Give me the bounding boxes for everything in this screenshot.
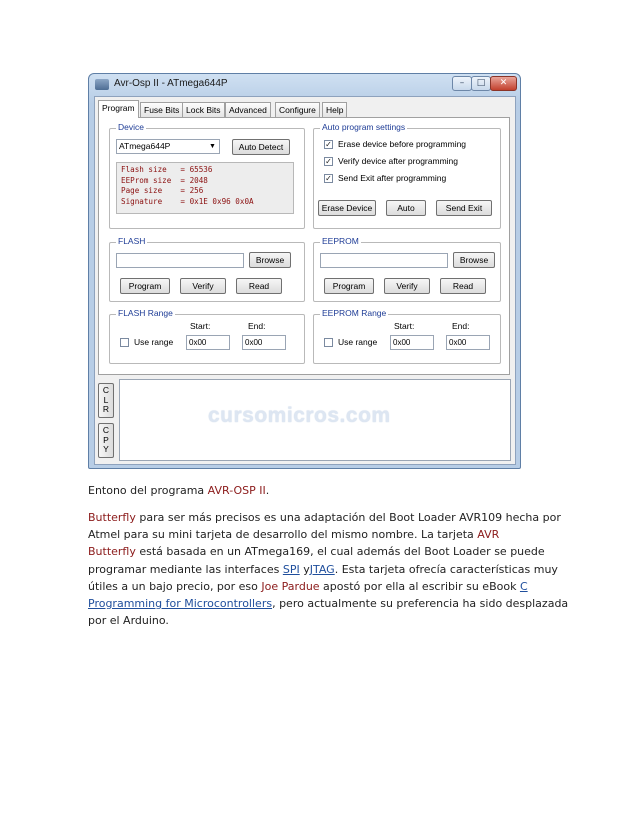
text-span: útiles a un bajo precio, por eso [88,579,262,593]
avr-term: AVR [477,528,500,542]
device-info-flash: Flash size = 65536 [121,165,213,174]
send-exit-checkbox[interactable]: ✓ [325,174,332,183]
tab-program[interactable]: Program [98,100,139,118]
device-select-value: ATmega644P [119,141,171,151]
clear-letter-2: L [103,394,109,405]
text-span: y [299,562,310,576]
eeprom-range-group [313,308,501,364]
eeprom-end-label: End: [452,321,470,331]
device-group-label: Device [118,122,144,132]
eeprom-use-range-checkbox[interactable] [324,338,333,347]
eeprom-file-input[interactable] [320,253,448,268]
title-bar [89,74,520,96]
eeprom-range-group-label: EEPROM Range [322,308,387,318]
copy-log-button[interactable] [98,423,114,458]
text-span: por el Arduino. [88,614,169,628]
eeprom-start-label: Start: [394,321,415,331]
eeprom-read-button[interactable]: Read [440,278,486,294]
clear-letter-3: R [102,404,110,414]
flash-program-button[interactable]: Program [120,278,170,294]
chevron-down-icon: ▼ [209,143,216,150]
device-info-signature: Signature = 0x1E 0x96 0x0A [121,196,254,206]
paragraph-line-5 [88,578,558,595]
send-exit-label: Send Exit after programming [338,173,447,183]
flash-start-input[interactable]: 0x00 [186,335,230,350]
figure-caption [88,484,269,497]
paragraph-line-6 [88,595,569,612]
flash-verify-button[interactable]: Verify [180,278,226,294]
auto-button[interactable]: Auto [386,200,426,216]
caption-prefix: Entono del programa [88,484,208,497]
auto-detect-button[interactable]: Auto Detect [232,139,290,155]
flash-group-label: FLASH [118,236,146,246]
verify-after-label: Verify device after programming [338,156,458,166]
tab-help[interactable]: Help [322,102,347,117]
app-window-screenshot [88,73,521,469]
watermark: cursomicros.com [208,404,391,427]
flash-read-button[interactable]: Read [236,278,282,294]
flash-end-label: End: [248,321,266,331]
ebook-link[interactable]: Programming for Microcontrollers [88,597,273,611]
tab-fuse-bits[interactable]: Fuse Bits [140,102,183,117]
butterfly-term-2: Butterfly [88,545,136,559]
text-span: para ser más precisos es una adaptación del Boot Loader AVR109 hecha por [135,511,561,524]
spi-link[interactable]: SPI [282,562,300,576]
text-span: programar mediante las interfaces [88,562,283,576]
auto-program-group [313,122,501,229]
jtag-link[interactable]: JTAG [309,562,335,576]
device-group [109,122,305,229]
tab-lock-bits[interactable]: Lock Bits [182,102,225,117]
eeprom-end-input[interactable]: 0x00 [446,335,490,350]
flash-range-group-label: FLASH Range [118,308,173,318]
close-icon[interactable]: ✕ [490,76,517,91]
text-span: está basada en un ATmega169, el cual además del Boot Loader se puede [135,545,545,559]
device-info-eeprom: EEProm size = 2048 [121,175,208,185]
paragraph-line-1 [88,509,561,526]
copy-letter-1: C [102,425,110,435]
flash-group [109,236,305,302]
flash-start-label: Start: [190,321,211,331]
text-span: , pero actualmente su preferencia ha sido desplazada [272,597,569,611]
paragraph-line-2 [88,526,558,543]
caption-highlight: AVR-OSP II [207,484,266,497]
window-title: Avr-Osp II - ATmega644P [114,78,228,89]
copy-letter-2: P [103,434,109,445]
joe-pardue-term: Joe Pardue [261,579,320,593]
paragraph-line-7 [88,612,558,629]
flash-end-input[interactable]: 0x00 [242,335,286,350]
erase-device-button[interactable]: Erase Device [318,200,376,216]
copy-letter-3: Y [103,444,109,454]
log-output-area[interactable] [119,379,511,461]
eeprom-program-button[interactable]: Program [324,278,374,294]
device-info-box [116,162,294,214]
butterfly-term: Butterfly [88,511,136,524]
flash-file-input[interactable] [116,253,244,268]
text-span: apostó por ella al escribir su eBook [319,579,520,593]
eeprom-use-range-label: Use range [338,337,378,347]
eeprom-browse-button[interactable]: Browse [453,252,495,268]
device-info-page: Page size = 256 [121,186,204,195]
window-client [94,96,516,465]
program-tab-panel [98,117,510,375]
caption-suffix: . [265,484,270,497]
verify-after-checkbox[interactable]: ✓ [325,157,332,166]
clear-letter-1: C [102,385,110,395]
tab-advanced[interactable]: Advanced [225,102,271,117]
body-paragraph [88,509,569,629]
flash-use-range-label: Use range [134,337,174,347]
eeprom-group-label: EEPROM [322,236,359,246]
device-select[interactable] [116,139,220,154]
maximize-icon[interactable]: □ [471,76,491,91]
text-span: . Esta tarjeta ofrecía características muy [334,562,558,576]
flash-browse-button[interactable]: Browse [249,252,291,268]
flash-use-range-checkbox[interactable] [120,338,129,347]
send-exit-button[interactable]: Send Exit [436,200,492,216]
paragraph-line-4 [88,561,558,578]
tab-configure[interactable]: Configure [275,102,320,117]
eeprom-start-input[interactable]: 0x00 [390,335,434,350]
eeprom-verify-button[interactable]: Verify [384,278,430,294]
paragraph-line-3 [88,543,558,560]
text-span: Atmel para su mini tarjeta de desarrollo del mismo nombre. La tarjeta [88,528,478,542]
eeprom-group [313,236,501,302]
flash-range-group [109,308,305,364]
erase-before-label: Erase device before programming [338,139,467,149]
erase-before-checkbox[interactable]: ✓ [325,140,332,149]
ebook-link-start[interactable]: C [519,579,528,593]
minimize-icon[interactable]: – [452,76,472,91]
app-icon [95,79,109,90]
clear-log-button[interactable] [98,383,114,418]
auto-program-group-label: Auto program settings [322,122,406,132]
